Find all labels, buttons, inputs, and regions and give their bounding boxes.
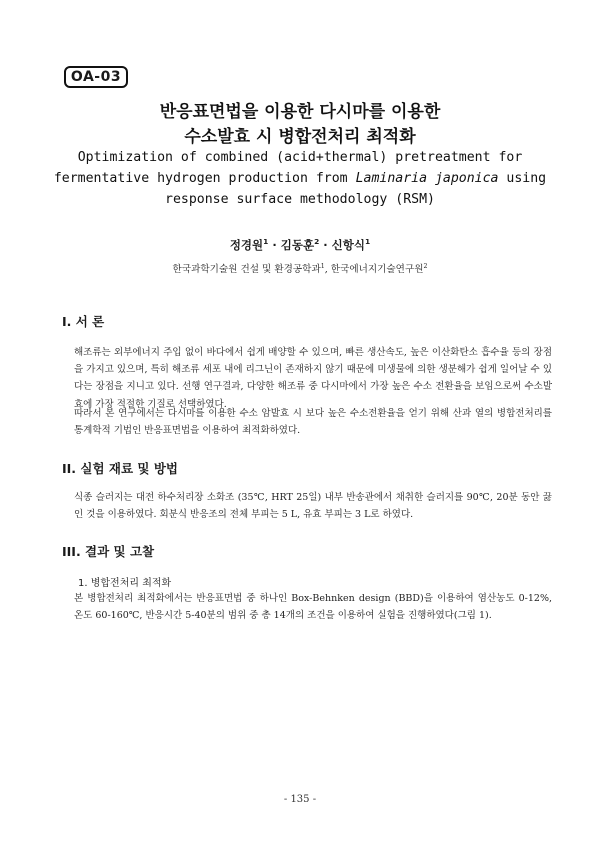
introduction-paragraph-2: 따라서 본 연구에서는 다시마를 이용한 수소 암발효 시 보다 높은 수소전환율을 얻기 위해 산과 열의 병합전처리를 통계학적 기법인 반응표면법을 이용하여 최적화하였다. — [74, 408, 552, 437]
affiliation-1: 한국과학기술원 건설 및 환경공학과 — [172, 264, 321, 275]
section-heading-results: III. 결과 및 고찰 — [62, 544, 155, 559]
author-2: 김동훈 — [280, 238, 315, 252]
affiliation-2: 한국에너지기술연구원 — [330, 264, 424, 275]
section-heading-methods: II. 실험 재료 및 방법 — [62, 461, 178, 476]
english-title — [40, 147, 560, 210]
session-badge: OA-03 — [64, 66, 128, 88]
affiliation-1-mark: 1 — [320, 262, 325, 270]
english-title-species: Laminaria japonica — [355, 171, 499, 186]
affiliation-2-mark: 2 — [423, 262, 428, 270]
methods-paragraph: 식종 슬러지는 대전 하수처리장 소화조 (35℃, HRT 25일) 내부 반송관에서 채취한 슬러지를 90℃, 20분 동안 끓인 것을 이용하였다. 회분식 반응조의 전체 부피는 5 L, 유효 부피는 3 L로 하였다. — [74, 492, 552, 521]
author-separator-2: · — [319, 238, 332, 252]
english-title-line-2 — [40, 168, 560, 189]
author-1-affil: 1 — [263, 237, 269, 247]
affiliation-separator: , — [324, 264, 331, 275]
author-list — [0, 237, 600, 253]
results-subheading: 1. 병합전처리 최적화 — [78, 578, 172, 589]
page-number: - 135 - — [283, 794, 317, 805]
author-3-affil: 1 — [364, 237, 371, 247]
korean-title-line-1: 반응표면법을 이용한 다시마를 이용한 — [159, 102, 441, 122]
english-title-line-2-pre: fermentative hydrogen production from — [53, 171, 356, 186]
author-2-affil: 2 — [314, 237, 320, 247]
english-title-line-1: Optimization of combined (acid+thermal) pretreatment for — [77, 150, 523, 165]
affiliations — [0, 261, 600, 275]
introduction-paragraph-1: 해조류는 외부에너지 주입 없이 바다에서 쉽게 배양할 수 있으며, 빠른 생산속도, 높은 이산화탄소 흡수율 등의 장점을 가지고 있으며, 특히 해조류 세포 내에 리그닌이 존재하지 않기 때문에 미생물에 의한 생분해가 쉽게 일어날 수 있다는 장점을 지니고 있다. 선행 연구결과, 다양한 해조류 중 다시마에서 가장 높은 수소 전환율을 보임으로써 수소발효에 가장 적절한 기질로 선택하였다. — [74, 347, 552, 410]
results-paragraph: 본 병합전처리 최적화에서는 반응표면법 중 하나인 Box-Behnken design (BBD)을 이용하여 염산농도 0-12%, 온도 60-160℃, 반응시간 5-40분의 범위 중 총 14개의 조건을 이용하여 실험을 진행하였다(그림 1). — [74, 593, 552, 622]
english-title-line-2-post: using — [498, 171, 547, 186]
english-title-line-3: response surface methodology (RSM) — [165, 192, 435, 207]
author-3: 신항식 — [331, 238, 365, 252]
author-separator-1: · — [268, 238, 281, 252]
section-heading-introduction: I. 서 론 — [62, 314, 105, 329]
korean-title-line-2: 수소발효 시 병합전처리 최적화 — [184, 127, 416, 147]
author-1: 정경원 — [229, 238, 264, 252]
